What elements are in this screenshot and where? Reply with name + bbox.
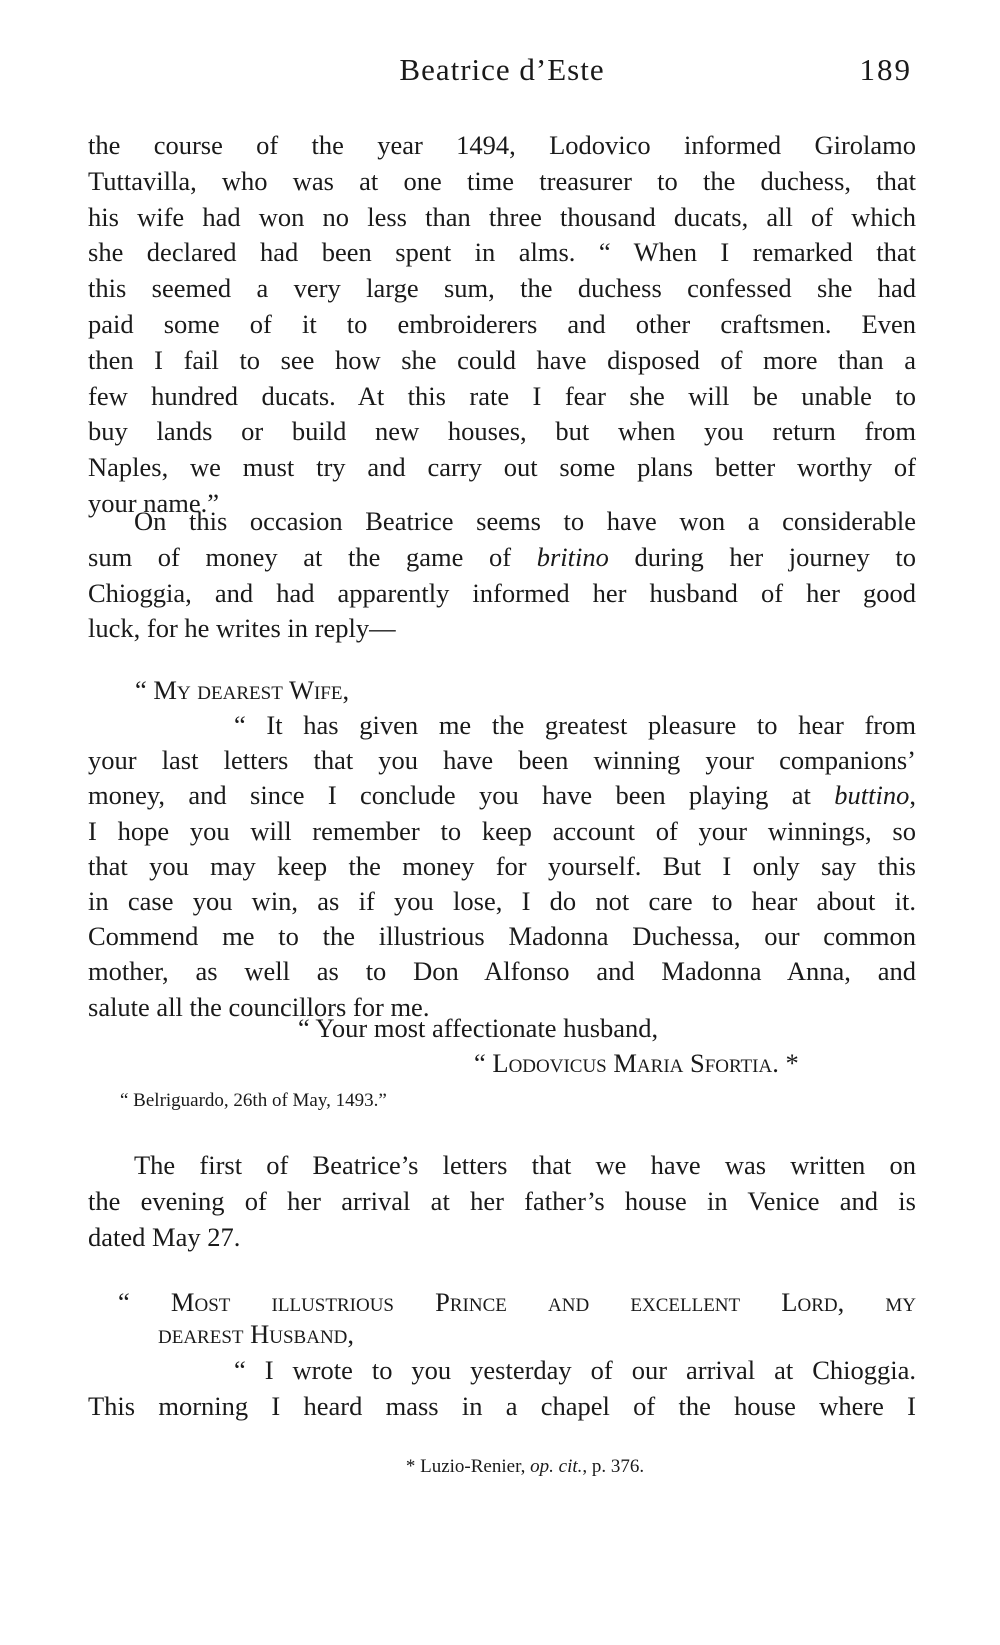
page-header: [88, 52, 916, 96]
text-line: that you may keep the money for yourself. But I only say this: [88, 850, 916, 881]
letter-2-salutation: [118, 1286, 916, 1350]
text-line: mother, as well as to Don Alfonso and Madonna Anna, and: [88, 956, 916, 987]
text-line: buy lands or build new houses, but when you return from: [88, 416, 916, 447]
letter-1-dateline: “ Belriguardo, 26th of May, 1493.”: [120, 1090, 387, 1111]
text-line: [88, 778, 916, 813]
text-line: “ I wrote to you yesterday of our arrival at Chioggia.: [234, 1355, 916, 1385]
text-line: This morning I heard mass in a chapel of the house where I: [88, 1391, 916, 1421]
footnote-text: [356, 1456, 644, 1478]
text-line: this seemed a very large sum, the duchess confessed she had: [88, 273, 916, 304]
letter-1-closing: “ Your most affectionate husband,: [298, 1013, 659, 1043]
text-line: your last letters that you have been winning your companions’: [88, 745, 916, 776]
text-line: I hope you will remember to keep account of your winnings, so: [88, 815, 916, 846]
text-line: your name.”: [88, 487, 219, 518]
text-line: Tuttavilla, who was at one time treasurer to the duchess, that: [88, 165, 916, 196]
text-run: , p. 376.: [582, 1456, 645, 1477]
text-line: “ Most illustrious Prince and excellent Lord, my: [118, 1287, 916, 1317]
italic-term: buttino: [834, 780, 910, 811]
letter-1-signature: “ Lodovicus Maria Sfortia. *: [474, 1048, 799, 1078]
page-number: 189: [859, 52, 912, 87]
text-run: money, and since I conclude you have been playing at: [88, 780, 835, 811]
letter-2-body: [88, 1352, 916, 1424]
running-title: Beatrice d’Este: [399, 52, 605, 87]
text-line: she declared had been spent in alms. “ When I remarked that: [88, 237, 916, 268]
text-line: paid some of it to embroiderers and other craftsmen. Even: [88, 308, 916, 339]
text-line: the evening of her arrival at her father’s house in Venice and is: [88, 1185, 916, 1216]
text-run: sum of money at the game of: [88, 541, 537, 572]
text-line: The first of Beatrice’s letters that we have was written on: [134, 1150, 916, 1180]
text-line: Commend me to the illustrious Madonna Duchessa, our common: [88, 921, 916, 952]
italic-term: op. cit.: [530, 1456, 583, 1477]
text-line: salute all the councillors for me.: [88, 991, 430, 1022]
text-line: the course of the year 1494, Lodovico informed Girolamo: [88, 130, 916, 160]
text-run: ,: [909, 780, 916, 811]
text-line: dated May 27.: [88, 1221, 241, 1252]
footnote: [0, 1456, 1000, 1478]
letter-1-body: [88, 708, 916, 1025]
text-line: few hundred ducats. At this rate I fear she will be unable to: [88, 380, 916, 411]
text-line: Naples, we must try and carry out some plans better worthy of: [88, 452, 916, 483]
text-line: Chioggia, and had apparently informed her husband of her good: [88, 577, 916, 608]
letter-1-salutation: “ My dearest Wife,: [135, 675, 350, 705]
italic-term: britino: [536, 541, 609, 572]
paragraph-3: [88, 1148, 916, 1255]
text-line: dearest Husband,: [158, 1319, 355, 1349]
text-line: his wife had won no less than three thousand ducats, all of which: [88, 201, 916, 232]
text-line: in case you win, as if you lose, I do not care to hear about it.: [88, 886, 916, 917]
text-line: [88, 540, 916, 576]
text-run: during her journey to: [608, 541, 916, 572]
text-line: “ It has given me the greatest pleasure to hear from: [234, 710, 916, 740]
text-run: * Luzio-Renier,: [405, 1456, 531, 1477]
text-line: luck, for he writes in reply—: [88, 613, 396, 644]
text-line: On this occasion Beatrice seems to have won a considerable: [134, 506, 916, 536]
paragraph-1: [88, 128, 916, 522]
paragraph-2: [88, 504, 916, 647]
text-line: then I fail to see how she could have disposed of more than a: [88, 344, 916, 375]
